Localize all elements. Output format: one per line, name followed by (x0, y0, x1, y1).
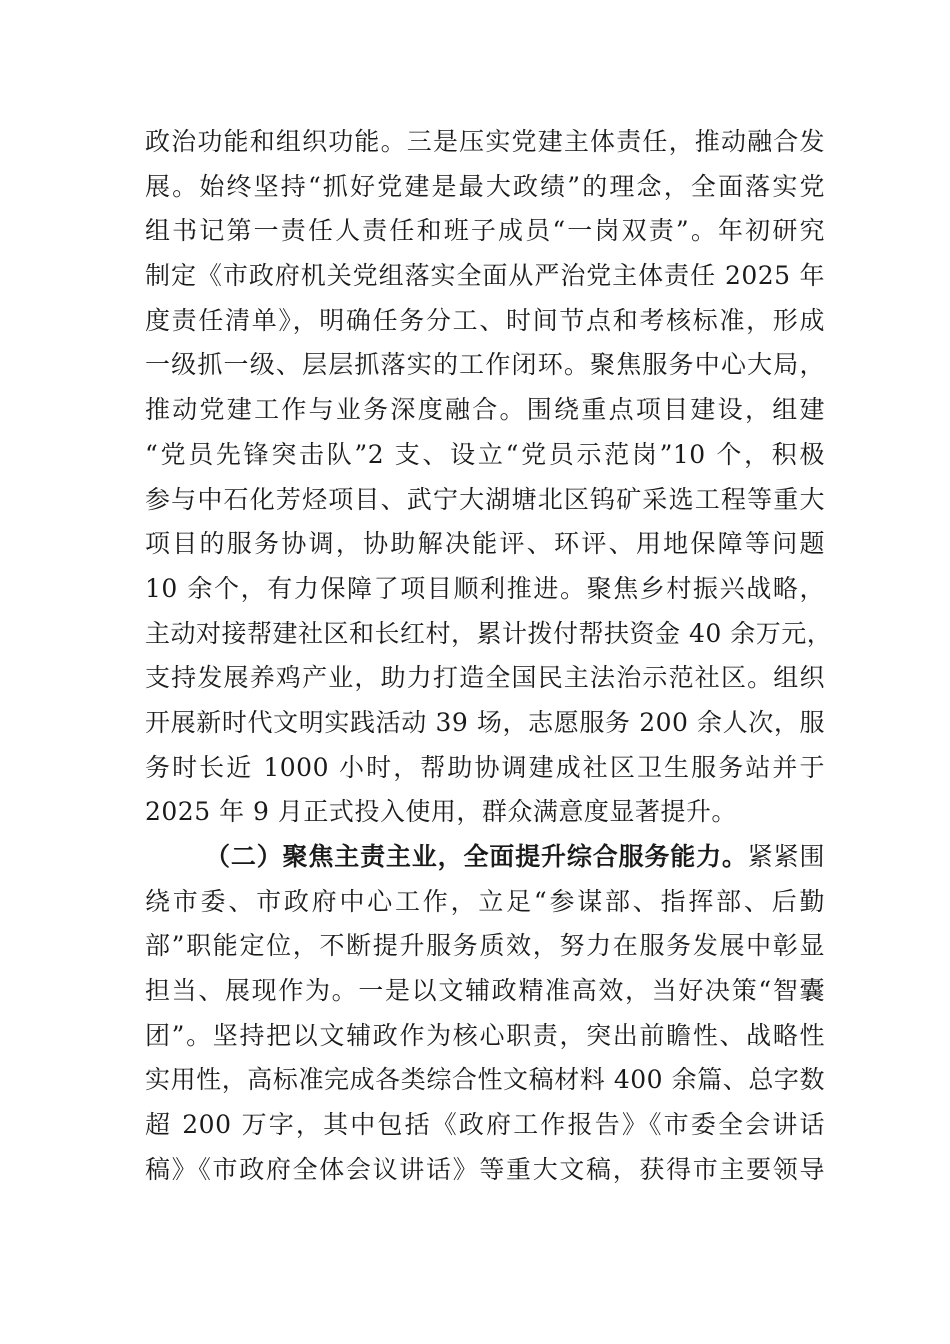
text-line: “党员先锋突击队”2 支、设立“党员示范岗”10 个，积极 (145, 439, 825, 469)
text-line: 推动党建工作与业务深度融合。围绕重点项目建设，组建 (145, 395, 825, 425)
paragraph-main-duties (145, 835, 825, 1193)
text-line: 绕市委、市政府中心工作，立足“参谋部、指挥部、后勤 (145, 886, 825, 916)
text-line: 2025 年 9 月正式投入使用，群众满意度显著提升。 (145, 797, 737, 827)
text-line: 10 余个，有力保障了项目顺利推进。聚焦乡村振兴战略， (145, 573, 825, 603)
text-run: 紧紧围 (747, 842, 825, 871)
text-line: 项目的服务协调，协助解决能评、环评、用地保障等问题 (145, 529, 825, 559)
text-line: 实用性，高标准完成各类综合性文稿材料 400 余篇、总字数 (145, 1065, 825, 1095)
text-line: 参与中石化芳烃项目、武宁大湖塘北区钨矿采选工程等重大 (145, 484, 825, 514)
text-line: 一级抓一级、层层抓落实的工作闭环。聚焦服务中心大局， (145, 350, 825, 380)
text-line: 开展新时代文明实践活动 39 场，志愿服务 200 余人次，服 (145, 707, 825, 737)
text-line: 度责任清单》，明确任务分工、时间节点和考核标准，形成 (145, 305, 825, 335)
text-line: 超 200 万字，其中包括《政府工作报告》《市委全会讲话 (145, 1110, 825, 1140)
text-line: 组书记第一责任人责任和班子成员“一岗双责”。年初研究 (145, 216, 825, 246)
text-line: 稿》《市政府全体会议讲话》等重大文稿，获得市主要领导 (145, 1154, 825, 1184)
paragraph-first-line (145, 835, 825, 880)
text-line: 展。始终坚持“抓好党建是最大政绩”的理念，全面落实党 (145, 171, 825, 201)
text-line: 政治功能和组织功能。三是压实党建主体责任，推动融合发 (145, 127, 825, 156)
text-line: 务时长近 1000 小时，帮助协调建成社区卫生服务站并于 (145, 752, 825, 782)
document-body (145, 120, 833, 1193)
text-line: 主动对接帮建社区和长红村，累计拨付帮扶资金 40 余万元， (145, 618, 833, 648)
paragraph-party-building (145, 120, 833, 835)
text-line: 支持发展养鸡产业，助力打造全国民主法治示范社区。组织 (145, 663, 825, 693)
text-line: 部”职能定位，不断提升服务质效，努力在服务发展中彰显 (145, 931, 825, 961)
text-line: 担当、展现作为。一是以文辅政精准高效，当好决策“智囊 (145, 976, 825, 1006)
section-heading: （二）聚焦主责主业，全面提升综合服务能力。 (205, 842, 748, 871)
text-line: 团”。坚持把以文辅政作为核心职责，突出前瞻性、战略性 (145, 1020, 825, 1050)
text-line: 制定《市政府机关党组落实全面从严治党主体责任 2025 年 (145, 261, 825, 291)
